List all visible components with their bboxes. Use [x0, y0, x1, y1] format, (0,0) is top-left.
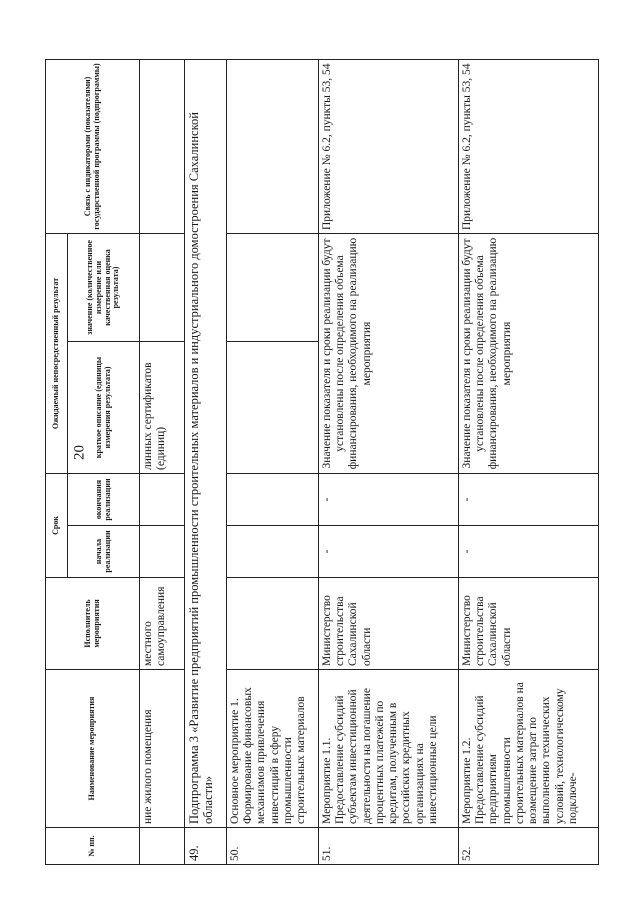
table-row [227, 60, 319, 865]
cell-name: Мероприятие 1.1. Предоставление субсидий субъектам инвестиционной деятельности на погашение процентных платежей по кредитам, полученным в российских кредитных организациях на инвестиционные цели [319, 670, 459, 828]
cell-end [227, 474, 319, 526]
cell-end: - [459, 474, 599, 526]
measures-table [45, 59, 599, 865]
header-result-value: значение (количественное измерение или качественная оценка результата) [68, 234, 140, 342]
cell-num: 51. [319, 828, 459, 865]
cell-num: 52. [459, 828, 599, 865]
cell-start: - [319, 526, 459, 578]
cell-link: Приложение № 6.2, пункты 53, 54 [459, 60, 599, 234]
header-row-1 [46, 60, 68, 865]
cell-result-value [140, 234, 185, 342]
cell-executor: Министерство строительства Сахалинской области [459, 578, 599, 670]
cell-executor [227, 578, 319, 670]
header-result: Ожидаемый непосредственный результат [46, 234, 68, 474]
cell-result-short [227, 342, 319, 474]
cell-name: ние жилого помещения [140, 670, 185, 828]
header-term-end: окончания реализации [68, 474, 140, 526]
cell-name: Основное мероприятие 1. Формирование финансовых механизмов привлечения инвестиций в сферу промышленности строительных материалов [227, 670, 319, 828]
cell-start [140, 526, 185, 578]
table-row [140, 60, 185, 865]
header-term-start: начала реализации [68, 526, 140, 578]
cell-start [227, 526, 319, 578]
cell-executor: Министерство строительства Сахалинской области [319, 578, 459, 670]
cell-num [140, 828, 185, 865]
cell-link: Приложение № 6.2, пункты 53, 54 [319, 60, 459, 234]
cell-result-short: линных сертификатов (единиц) [140, 342, 185, 474]
table-sheet [45, 60, 600, 865]
header-term: Срок [46, 474, 68, 578]
header-result-short: краткое описание (единицы измерения результата) [68, 342, 140, 474]
cell-result-value [227, 234, 319, 342]
header-num: № пп. [46, 828, 140, 865]
table-row [319, 60, 459, 865]
header-name: Наименование мероприятия [46, 670, 140, 828]
cell-executor: местного самоуправления [140, 578, 185, 670]
table-row [459, 60, 599, 865]
cell-name: Мероприятие 1.2. Предоставление субсидий предприятиям промышленности строительных материалов на возмещение затрат по выполнению технических условий, технологическому подключе- [459, 670, 599, 828]
rotated-table-area [45, 60, 640, 861]
subprogram-title: Подпрограмма 3 «Развитие предприятий промышленности строительных материалов и индустриального домостроения Сахалинской области» [185, 60, 227, 828]
cell-num: 50. [227, 828, 319, 865]
table-row [185, 60, 227, 865]
cell-link [140, 60, 185, 234]
cell-start: - [459, 526, 599, 578]
cell-link [227, 60, 319, 234]
header-executor: Исполнитель мероприятия [46, 578, 140, 670]
cell-result: Значение показателя и сроки реализации будут установлены после определения объема финансирования, необходимого на реализацию мероприятия [459, 234, 599, 474]
cell-end [140, 474, 185, 526]
cell-num: 49. [185, 828, 227, 865]
page-number: 20 [71, 445, 88, 460]
cell-result: Значение показателя и сроки реализации будут установлены после определения объема финансирования, необходимого на реализацию мероприятия [319, 234, 459, 474]
header-link: Связь с индикаторами (показателями) государственной программы (подпрограммы) [46, 60, 140, 234]
cell-end: - [319, 474, 459, 526]
